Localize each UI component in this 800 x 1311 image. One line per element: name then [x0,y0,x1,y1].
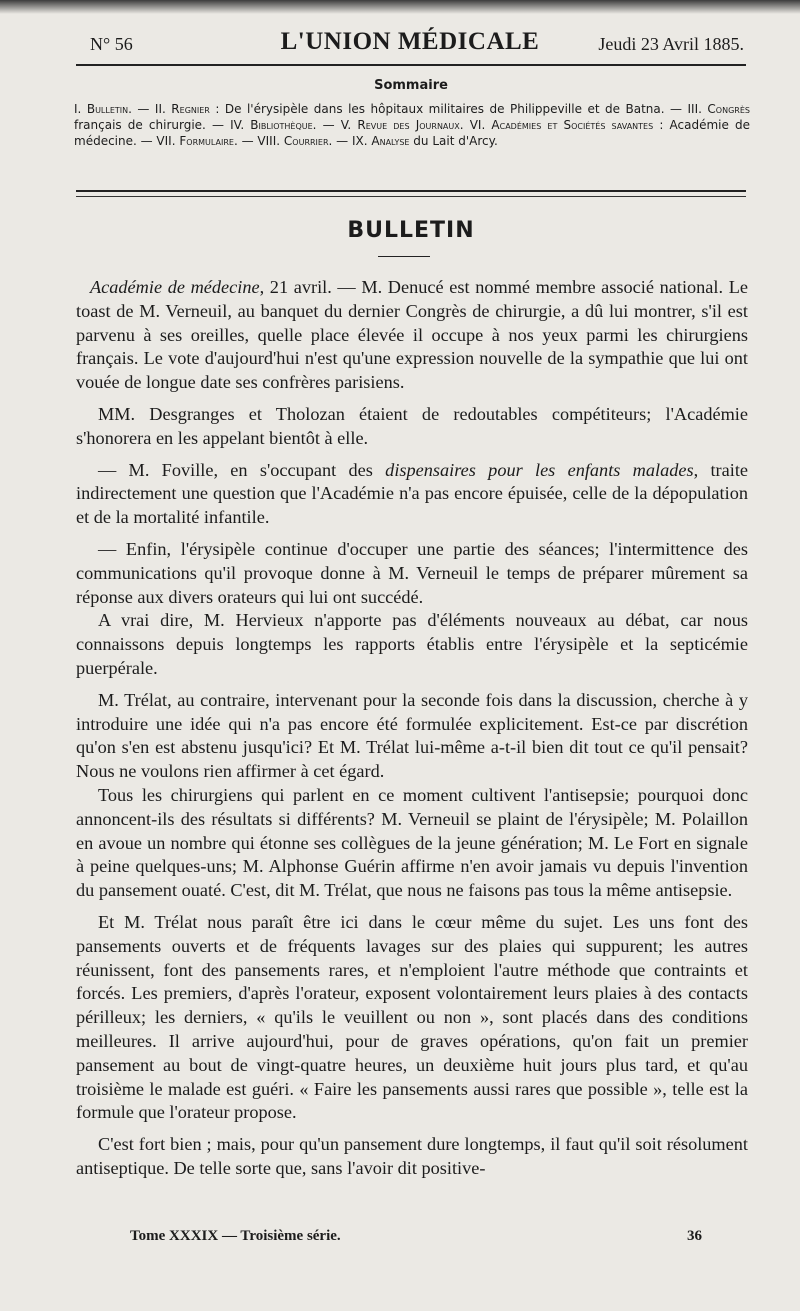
sommaire-analyse: Analyse [371,134,410,148]
sommaire-sep: . — V. [312,118,352,132]
bulletin-heading: BULLETIN [347,218,475,243]
sommaire-congres: Congrès [707,102,750,116]
sommaire-text-item: français de chirurgie. — IV. [74,118,245,132]
sommaire-academies: Académies et Sociétés savantes [491,118,654,132]
sommaire-sep: . VI. [459,118,486,132]
sommaire-formulaire: Formulaire [179,134,234,148]
paragraph-text: , traite indirectement une question que l'Académie n'a pas encore épuisée, celle de la dépopulation et de la mortalité infantile. [76,459,749,528]
sommaire-text-item: : Académie de médecine. — VII. [74,118,750,148]
page-number: 36 [687,1228,702,1244]
paragraph-text: , 21 avril. — M. Denucé est nommé membre associé national. Le toast de M. Verneuil, au banquet du dernier Congrès de chirurgie, a dû lui montrer, s'il est parvenu à ses oreilles, quelle place élevée il occupe à nos yeux parmi les chirurgiens français. Le vote d'aujourd'hui n'est qu'une expression nouvelle de la sympathie que lui ont vouée de longue date ses confrères parisiens. [76,277,748,393]
sommaire-sep: . — IX. [328,134,368,148]
section-rule [76,190,746,192]
paragraph: — Enfin, l'érysipèle continue d'occuper une partie des séances; l'intermittence des communications qu'il provoque donne à M. Verneuil le temps de préparer mûrement sa réponse aux divers orateurs qui lui ont succédé. [76,538,748,607]
sommaire-text-item: : De l'érysipèle dans les hôpitaux militaires de Philippeville et de Batna. — III. [209,102,702,116]
page-header [76,28,744,60]
paragraph-text: — M. Foville, en s'occupant des [98,459,386,480]
sommaire-bulletin: Bulletin [86,102,129,116]
issue-number: N° 56 [90,34,133,54]
sommaire-regnier: Regnier [171,102,210,116]
scan-edge-shadow [0,0,800,14]
section-rule-thin [76,196,746,197]
sommaire-contents [74,101,750,149]
paragraph: A vrai dire, M. Hervieux n'apporte pas d'éléments nouveaux au débat, car nous connaissons depuis longtemps les rapports établis entre l'érysipèle et la septicémie puerpérale. [76,610,748,678]
paragraph: C'est fort bien ; mais, pour qu'un pansement dure longtemps, il faut qu'il soit résolument antiseptique. De telle sorte que, sans l'avoir dit positive- [76,1134,748,1178]
paragraph: Et M. Trélat nous paraît être ici dans le cœur même du sujet. Les uns font des pansements ouverts et de fréquents lavages sur des plaies qui suppurent; les autres réunissent, font des pansements rares, et n'emploient l'autre méthode que contraints et forcés. Les premiers, d'après l'orateur, exposent volontairement leurs plaies à des contacts périlleux; les derniers, « qu'ils le veuillent ou non », sont placés dans des conditions meilleures. Il arrive aujourd'hui, pour de graves opérations, qu'on fait un premier pansement au bout de vingt-quatre heures, un deuxième huit jours plus tard, et qu'au troisième le malade est guéri. « Faire les pansements aussi rares que possible », telle est la formule que l'orateur propose. [76,911,748,1123]
section-label: Académie de médecine [90,277,260,297]
volume-info: Tome XXXIX — Troisième série. [130,1228,341,1244]
sommaire-revue: Revue des Journaux [357,118,460,132]
issue-date: Jeudi 23 Avril 1885. [598,34,744,54]
sommaire-sep: . — II. [128,102,166,116]
sommaire-num: I. [74,102,82,116]
sommaire-text-item: du Lait d'Arcy. [409,134,498,148]
sommaire-title: Sommaire [374,78,448,93]
sommaire-courrier: Courrier [283,134,329,148]
sommaire-sep: . — VIII. [233,134,281,148]
paragraph [76,276,748,395]
paragraph: Tous les chirurgiens qui parlent en ce moment cultivent l'antisepsie; pourquoi donc annoncent-ils des résultats si différents? M. Verneuil se plaint de l'érysipèle; M. Polaillon en avoue un nombre qui étonne ses collègues de la jeune génération; M. Le Fort en signale à peine quelques-uns; M. Alphonse Guérin affirme n'en avoir jamais vu depuis l'invention du pansement ouaté. C'est, dit M. Trélat, que nous ne faisons pas tous la même antisepsie. [76,784,748,901]
emphasis: dispensaires pour les enfants malades [385,459,694,480]
page-footer [76,1228,748,1252]
paragraph: MM. Desgranges et Tholozan étaient de redoutables compétiteurs; l'Académie s'honorera en les appelant bientôt à elle. [76,403,748,448]
sommaire-bibliotheque: Bibliothèque [250,118,313,132]
header-rule [76,64,746,66]
article-body [76,276,748,1189]
paragraph: M. Trélat, au contraire, intervenant pour la seconde fois dans la discussion, cherche à y introduire une idée qui n'a pas encore été formulée explicitement. Est-ce par discrétion qu'on s'en est abstenu jusqu'ici? Et M. Trélat lui-même a-t-il bien dit tout ce qu'il pensait? Nous ne voulons rien affirmer à cet égard. [76,689,748,782]
journal-title: L'UNION MÉDICALE [280,28,540,55]
heading-underline [378,256,430,257]
paragraph [76,459,748,530]
